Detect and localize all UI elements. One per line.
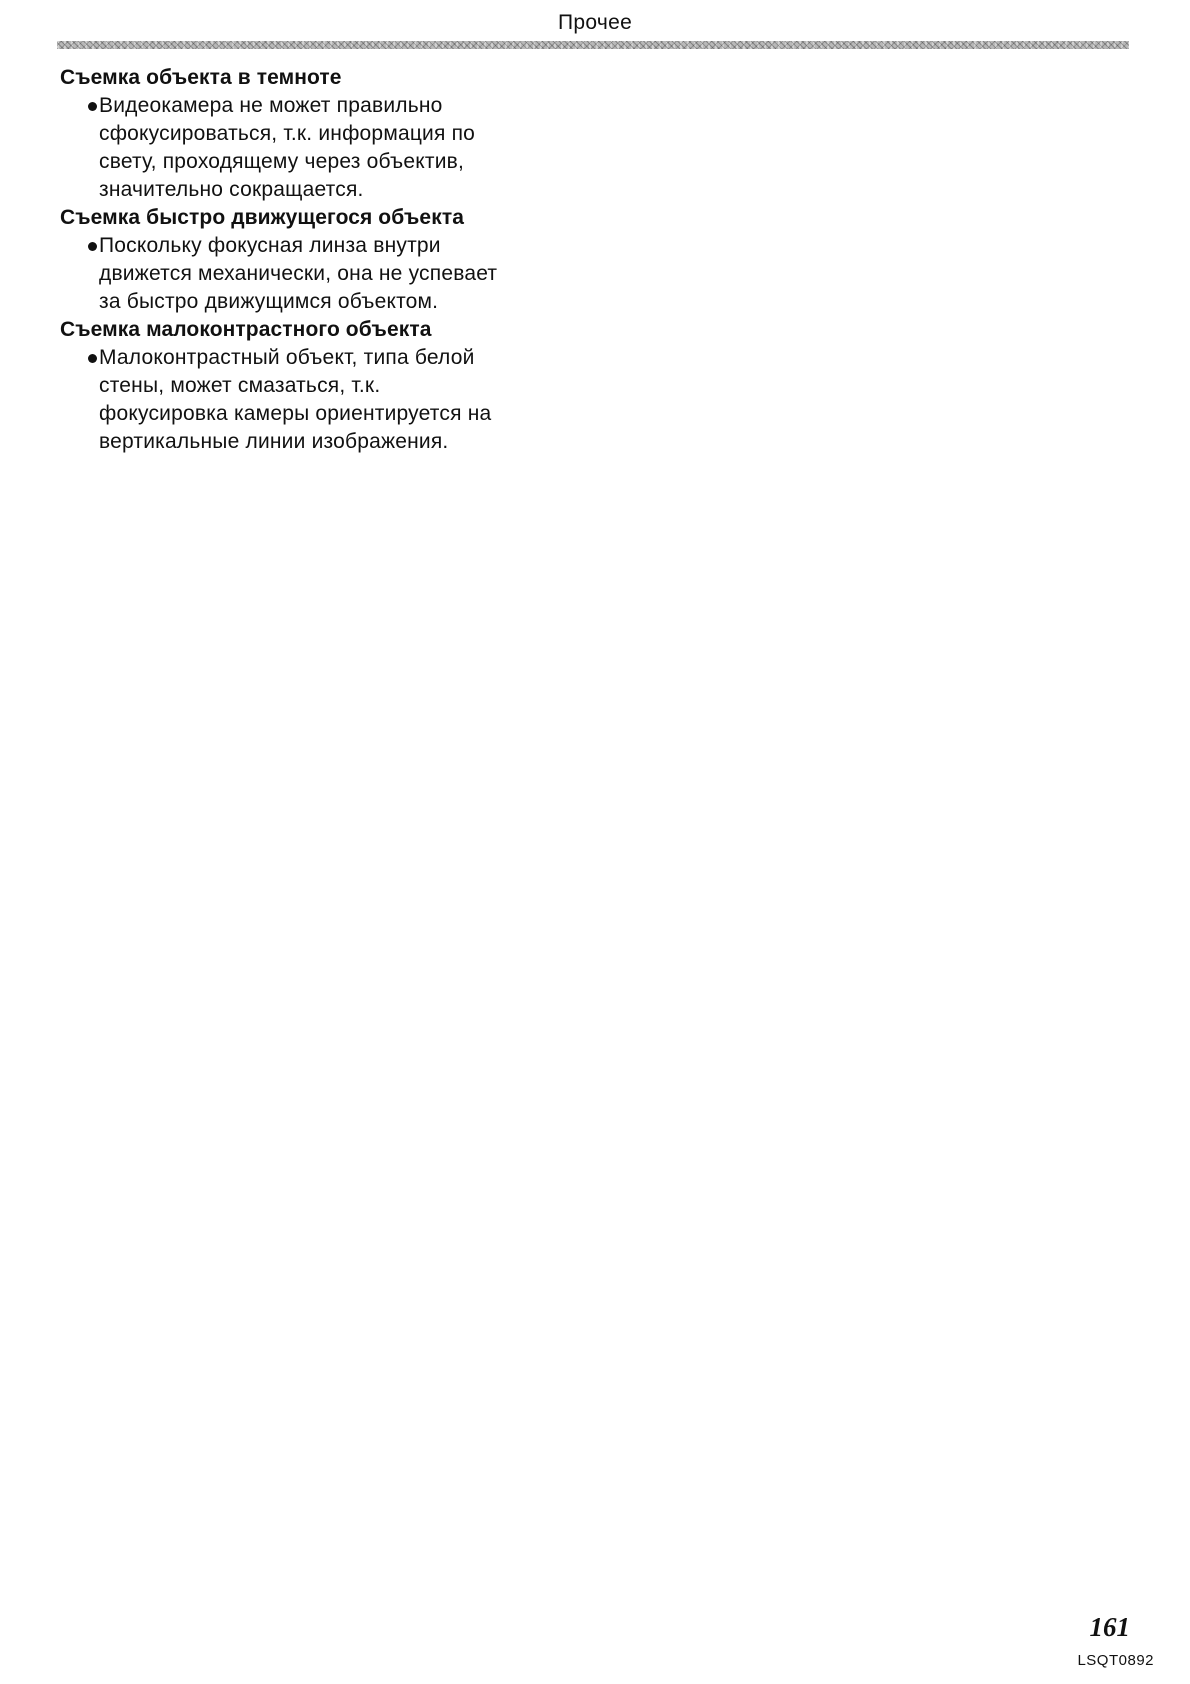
header-divider bbox=[57, 41, 1129, 49]
bullet-text-line: значительно сокращается. bbox=[99, 178, 364, 201]
section-header-title: Прочее bbox=[557, 11, 633, 34]
bullet-text-line: Поскольку фокусная линза внутри bbox=[99, 234, 441, 257]
bullet-text-line: Видеокамера не может правильно bbox=[99, 94, 443, 117]
bullet-text-line: за быстро движущимся объектом. bbox=[99, 290, 439, 313]
section-heading: Съемка объекта в темноте bbox=[60, 66, 342, 89]
section-fast-moving-subject bbox=[60, 204, 580, 316]
bullet-text-line: стены, может смазаться, т.к. bbox=[99, 374, 381, 397]
bullet-item bbox=[60, 92, 580, 204]
bullet-text-line: фокусировка камеры ориентируется на bbox=[99, 402, 492, 425]
section-heading: Съемка малоконтрастного объекта bbox=[60, 318, 432, 341]
bullet-dot-icon bbox=[88, 102, 97, 111]
bullet-text-line: вертикальные линии изображения. bbox=[99, 430, 449, 453]
section-heading: Съемка быстро движущегося объекта bbox=[60, 206, 464, 229]
section-dark-subject bbox=[60, 64, 580, 204]
bullet-text-line: Малоконтрастный объект, типа белой bbox=[99, 346, 475, 369]
main-content bbox=[60, 64, 580, 456]
bullet-item bbox=[60, 232, 580, 316]
bullet-text-line: движется механически, она не успевает bbox=[99, 262, 498, 285]
document-code: LSQT0892 bbox=[1077, 1652, 1154, 1669]
page-number: 161 bbox=[1089, 1612, 1130, 1642]
bullet-item bbox=[60, 344, 580, 456]
bullet-dot-icon bbox=[88, 354, 97, 363]
bullet-text-line: сфокусироваться, т.к. информация по bbox=[99, 122, 476, 145]
section-low-contrast-subject bbox=[60, 316, 580, 456]
bullet-text-line: свету, проходящему через объектив, bbox=[99, 150, 465, 173]
bullet-dot-icon bbox=[88, 242, 97, 251]
